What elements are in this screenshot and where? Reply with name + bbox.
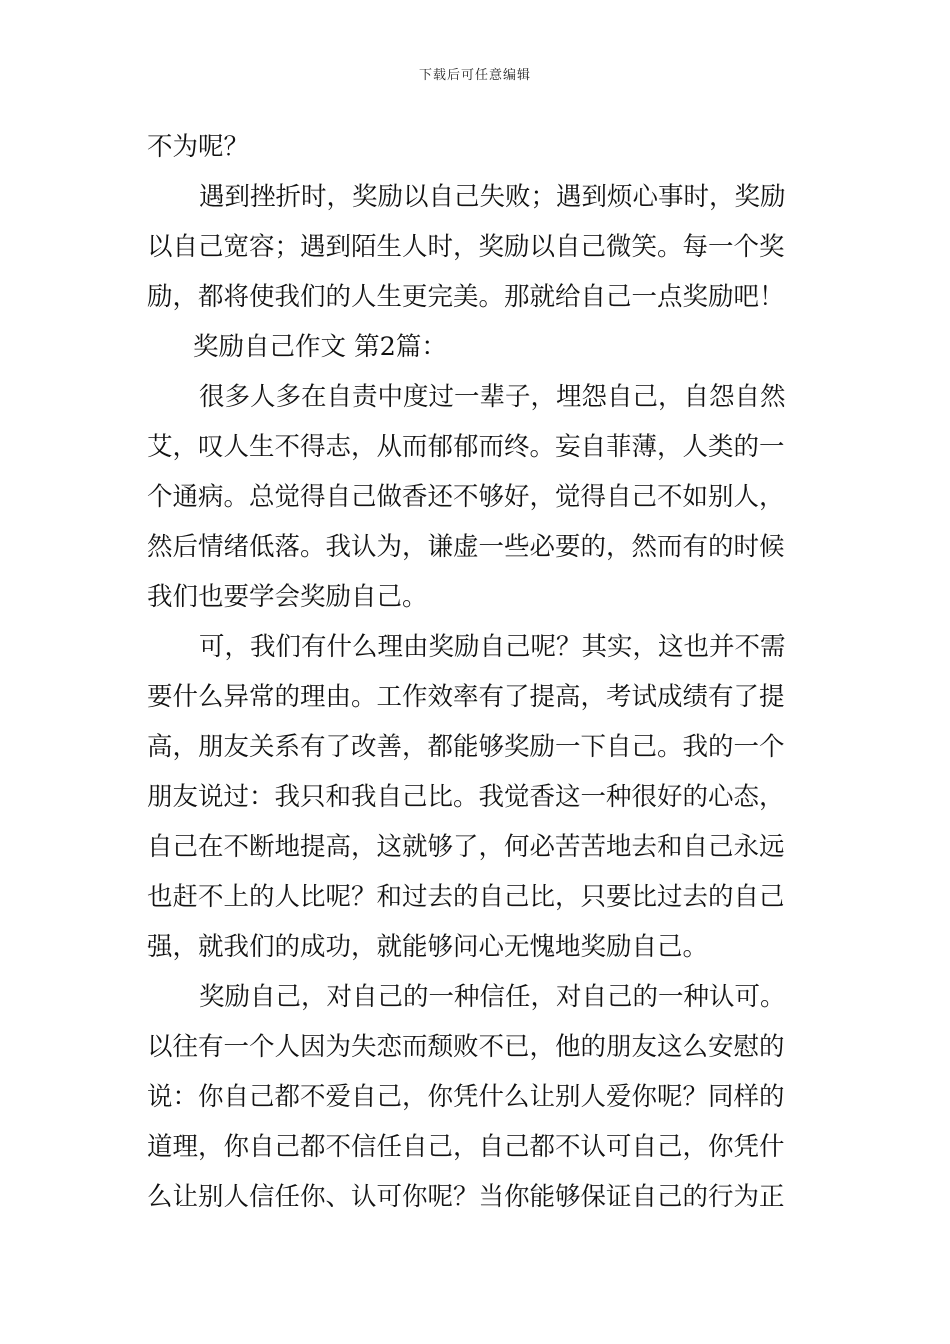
paragraph-start-line: 可，我们有什么理由奖励自己呢？其实，这也并不需 [199,632,786,662]
text-line: 高，朋友关系有了改善，都能够奖励一下自己。我的一个 [147,732,785,762]
text-line: 以往有一个人因为失恋而颓败不已，他的朋友这么安慰的 [147,1032,785,1062]
text-line: 么让别人信任你、认可你呢？当你能够保证自己的行为正 [147,1182,785,1212]
text-line: 我们也要学会奖励自己。 [147,582,428,612]
text-line: 然后情绪低落。我认为，谦虚一些必要的，然而有的时候 [147,532,785,562]
text-line: 不为呢？ [147,132,250,162]
text-line: 艾，叹人生不得志，从而郁郁而终。妄自菲薄，人类的一 [147,432,785,462]
text-line: 强，就我们的成功，就能够问心无愧地奖励自己。 [147,932,709,962]
paragraph-start-line: 很多人多在自责中度过一辈子，埋怨自己，自怨自然 [199,382,786,412]
text-line: 励，都将使我们的人生更完美。那就给自己一点奖励吧！ [147,282,785,312]
page-header-note: 下载后可任意编辑 [418,68,531,83]
text-line: 要什么异常的理由。工作效率有了提高，考试成绩有了提 [147,682,785,712]
paragraph-start-line: 遇到挫折时，奖励以自己失败；遇到烦心事时，奖励 [199,182,786,212]
text-line: 以自己宽容；遇到陌生人时，奖励以自己微笑。每一个奖 [147,232,785,262]
text-line: 自己在不断地提高，这就够了，何必苦苦地去和自己永远 [147,832,785,862]
text-line: 朋友说过：我只和我自己比。我觉香这一种很好的心态， [147,782,785,812]
text-line: 个通病。总觉得自己做香还不够好，觉得自己不如别人， [147,482,785,512]
document-body [147,122,807,1222]
text-line: 也赶不上的人比呢？和过去的自己比，只要比过去的自己 [147,882,785,912]
paragraph-start-line: 奖励自己，对自己的一种信任，对自己的一种认可。 [199,982,786,1012]
section-heading: 奖励自己作文 第2篇： [193,332,447,362]
text-line: 道理，你自己都不信任自己，自己都不认可自己，你凭什 [147,1132,785,1162]
text-line: 说：你自己都不爱自己，你凭什么让别人爱你呢？同样的 [147,1082,785,1112]
